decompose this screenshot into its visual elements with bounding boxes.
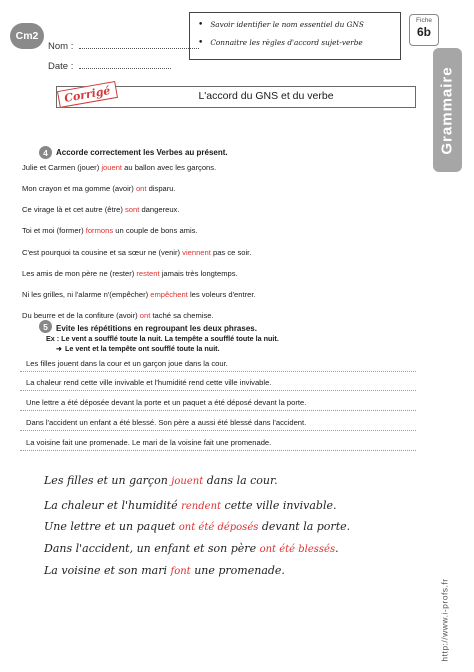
exercise-4-line [22,290,256,299]
site-url [438,580,452,660]
sentence-text: Ce virage là et cet autre (être) [22,205,125,214]
answer-text: Les filles et un garçon [44,474,172,487]
dotted-rule [20,450,416,451]
handwritten-answer [44,564,285,577]
sentence-text: disparu. [146,184,176,193]
verb-answer: rendent [181,501,222,512]
sentence-text: Du beurre et de la confiture (avoir) [22,311,140,320]
exercise-5-sentence: Les filles jouent dans la cour et un garçon joue dans la cour. [26,359,228,368]
exercise-4-line [22,184,176,193]
sentence-text: Julie et Carmen (jouer) [22,163,102,172]
sentence-text: Les amis de mon père ne (rester) [22,269,137,278]
exercise-5-example [46,334,279,354]
subject-label: Grammaire [439,65,456,155]
exercise-4-line [22,311,214,320]
answer-text: cette ville invivable. [221,499,337,512]
example-answer: Le vent et la tempête ont soufflé toute la nuit. [65,344,220,353]
exercise-5-sentence: La chaleur rend cette ville invivable et l'humidité rend cette ville invivable. [26,378,272,387]
sentence-text: Mon crayon et ma gomme (avoir) [22,184,136,193]
exercise-4-line [22,226,198,235]
date-field [48,60,171,72]
nom-dotted-line [79,40,199,49]
exercise-4-instruction: Accorde correctement les Verbes au présent. [56,148,228,157]
sentence-text: taché sa chemise. [150,311,214,320]
answer-text: Une lettre et un paquet [44,520,179,533]
verb-answer: font [170,566,191,577]
answer-text: dans la cour. [203,474,278,487]
objectives-box [189,12,401,60]
objective-item: • Connaitre les règles d'accord sujet-verbe [198,34,394,52]
verb-answer: ont [139,311,151,320]
sentence-text: jamais très longtemps. [159,269,238,278]
verb-answer: sont [124,205,140,214]
fiche-box [409,14,439,46]
verb-answer: formons [85,226,114,235]
date-dotted-line [79,60,171,69]
exercise-4-line [22,163,216,172]
handwritten-answer [44,499,337,512]
dotted-rule [20,371,416,372]
sentence-text: dangereux. [139,205,180,214]
exercise-5-sentence: Dans l'accident un enfant a été blessé. Son père a aussi été blessé dans l'accident. [26,418,307,427]
objective-item: • Savoir identifier le nom essentiel du GNS [198,16,394,34]
sentence-text: les voleurs d'entrer. [187,290,256,299]
date-label: Date : [48,61,74,72]
verb-answer: ont été déposés [178,522,259,533]
fiche-number: 6b [416,25,431,39]
dotted-rule [20,430,416,431]
verb-answer: restent [136,269,160,278]
exercise-5-sentence: La voisine fait une promenade. Le mari de la voisine fait une promenade. [26,438,272,447]
nom-label: Nom : [48,41,74,52]
exercise-4-line [22,269,238,278]
level-badge [10,23,44,49]
answer-text: La chaleur et l'humidité [44,499,182,512]
answer-text: . [335,542,339,555]
fiche-label: Fiche [416,17,432,24]
verb-answer: ont été blessés [259,544,336,555]
verb-answer: ont [135,184,147,193]
nom-field [48,40,199,52]
handwritten-answer [44,474,278,487]
corrige-stamp: Corrigé [57,81,118,108]
exercise-4-line [22,248,251,257]
sentence-text: Toi et moi (former) [22,226,86,235]
answer-text: une promenade. [190,564,285,577]
verb-answer: viennent [182,248,211,257]
sentence-text: pas ce soir. [210,248,252,257]
sentence-text: C'est pourquoi ta cousine et sa sœur ne (venir) [22,248,183,257]
level-text: Cm2 [15,30,39,42]
handwritten-answer [44,520,350,533]
verb-answer: empêchent [150,290,188,299]
sentence-text: Ni les grilles, ni l'alarme n'(empêcher) [22,290,151,299]
sentence-text: un couple de bons amis. [113,226,198,235]
dotted-rule [20,410,416,411]
verb-answer: jouent [101,163,123,172]
dotted-rule [20,390,416,391]
answer-text: Dans l'accident, un enfant et son père [44,542,260,555]
verb-answer: jouent [171,476,204,487]
exercise-5-sentence: Une lettre a été déposée devant la porte et un paquet a été déposé devant la porte. [26,398,307,407]
answer-text: La voisine et son mari [44,564,171,577]
page-title: L'accord du GNS et du verbe [198,90,334,102]
example-sentence: Ex : Le vent a soufflé toute la nuit. La tempête a soufflé toute la nuit. [46,334,279,343]
arrow-right-icon: ➜ [56,344,63,353]
exercise-4-number: 4 [39,146,52,159]
exercise-5-number: 5 [39,320,52,333]
sentence-text: au ballon avec les garçons. [122,163,217,172]
exercise-5-instruction: Evite les répétitions en regroupant les deux phrases. [56,324,257,333]
site-url-text: http://www.i-profs.fr [440,578,450,662]
answer-text: devant la porte. [258,520,351,533]
example-answer-line [46,344,279,354]
exercise-4-line [22,205,179,214]
handwritten-answer [44,542,339,555]
subject-bar [433,48,462,172]
